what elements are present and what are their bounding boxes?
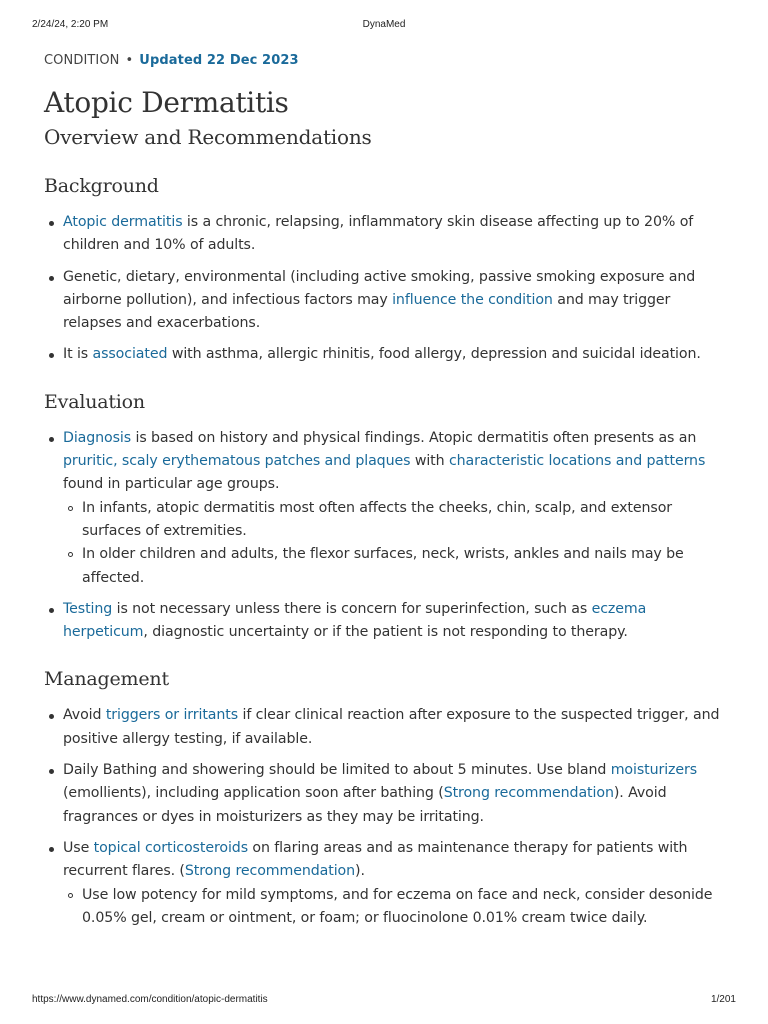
print-site-name: DynaMed bbox=[362, 19, 406, 30]
print-datetime: 2/24/24, 2:20 PM bbox=[32, 19, 109, 30]
list-item-text: Daily Bathing and showering should be limited to about 5 minutes. Use bland bbox=[63, 762, 611, 779]
section-heading-background: Background bbox=[44, 175, 159, 197]
management-list bbox=[44, 704, 720, 930]
sub-list-item: In older children and adults, the flexor surfaces, neck, wrists, ankles and nails may be affected. bbox=[63, 543, 720, 590]
print-header bbox=[32, 19, 736, 31]
print-page-number: 1/201 bbox=[710, 994, 736, 1005]
link-influence-the-condition[interactable]: influence the condition bbox=[392, 291, 553, 308]
list-item-text: , diagnostic uncertainty or if the patient is not responding to therapy. bbox=[143, 624, 628, 641]
list-item bbox=[44, 598, 720, 645]
list-item-text: It is bbox=[63, 346, 93, 363]
link-eczema-herpeticum[interactable]: eczema herpeticum bbox=[63, 600, 647, 641]
link-associated[interactable]: associated bbox=[92, 346, 168, 363]
print-url: https://www.dynamed.com/condition/atopic-dermatitis bbox=[32, 994, 268, 1005]
link-strong-recommendation[interactable]: Strong recommendation bbox=[443, 785, 614, 802]
list-item-text: if clear clinical reaction after exposure to the suspected trigger, and positive allergy testing, if available. bbox=[63, 707, 720, 747]
page-subtitle: Overview and Recommendations bbox=[44, 125, 372, 149]
list-item-text: is based on history and physical findings. Atopic dermatitis often presents as an bbox=[131, 429, 697, 446]
link-characteristic-locations[interactable]: characteristic locations and patterns bbox=[448, 453, 706, 470]
updated-date: Updated 22 Dec 2023 bbox=[139, 53, 299, 68]
list-item bbox=[44, 427, 720, 590]
list-item-text: Genetic, dietary, environmental (including active smoking, passive smoking exposure and airborne pollution), and infectious factors may bbox=[63, 268, 696, 308]
list-item-text: is not necessary unless there is concern for superinfection, such as bbox=[112, 600, 592, 617]
link-diagnosis[interactable]: Diagnosis bbox=[63, 429, 132, 446]
list-item-text: Use bbox=[63, 839, 94, 856]
link-strong-recommendation[interactable]: Strong recommendation bbox=[184, 863, 356, 880]
article-meta bbox=[44, 51, 720, 71]
list-item bbox=[44, 837, 720, 930]
sub-list-item: Use low potency for mild symptoms, and for eczema on face and neck, consider desonide 0.05% gel, cream or ointment, or foam; or fluocinolone 0.01% cream twice daily. bbox=[63, 884, 720, 931]
print-footer bbox=[32, 994, 736, 1006]
content-type-label: CONDITION bbox=[44, 53, 120, 68]
meta-separator: • bbox=[125, 53, 134, 68]
list-item bbox=[44, 343, 720, 366]
link-topical-corticosteroids[interactable]: topical corticosteroids bbox=[93, 839, 248, 856]
list-item-text: found in particular age groups. bbox=[63, 476, 280, 493]
section-heading-evaluation: Evaluation bbox=[44, 390, 145, 413]
list-item-text: ). bbox=[355, 863, 365, 880]
evaluation-list bbox=[44, 427, 720, 645]
background-list bbox=[44, 211, 720, 367]
list-item bbox=[44, 759, 720, 829]
list-item bbox=[44, 211, 720, 258]
sub-list bbox=[63, 884, 720, 931]
link-triggers-or-irritants[interactable]: triggers or irritants bbox=[105, 707, 239, 724]
list-item-text: (emollients), including application soon after bathing ( bbox=[63, 785, 444, 802]
section-heading-management: Management bbox=[44, 668, 169, 691]
sub-list bbox=[63, 497, 720, 590]
list-item-text: is a chronic, relapsing, inflammatory skin disease affecting up to 20% of children and 10% of adults. bbox=[63, 214, 694, 254]
list-item-text: with bbox=[410, 453, 449, 470]
article bbox=[44, 51, 720, 938]
list-item-text: on flaring areas and as maintenance therapy for patients with recurrent flares. ( bbox=[63, 839, 688, 880]
list-item-text: Avoid bbox=[63, 707, 106, 724]
list-item bbox=[44, 266, 720, 336]
page-title: Atopic Dermatitis bbox=[44, 86, 289, 119]
list-item-text: ). Avoid fragrances or dyes in moisturizers as they may be irritating. bbox=[63, 785, 667, 825]
list-item-text: and may trigger relapses and exacerbations. bbox=[63, 291, 671, 332]
list-item bbox=[44, 704, 720, 751]
list-item-text: with asthma, allergic rhinitis, food allergy, depression and suicidal ideation. bbox=[167, 346, 701, 363]
link-pruritic-scaly-patches[interactable]: pruritic, scaly erythematous patches and plaques bbox=[63, 453, 411, 470]
link-testing[interactable]: Testing bbox=[63, 600, 113, 617]
sub-list-item: In infants, atopic dermatitis most often affects the cheeks, chin, scalp, and extensor surfaces of extremities. bbox=[63, 497, 720, 544]
link-moisturizers[interactable]: moisturizers bbox=[610, 762, 698, 779]
link-atopic-dermatitis[interactable]: Atopic dermatitis bbox=[63, 214, 183, 230]
